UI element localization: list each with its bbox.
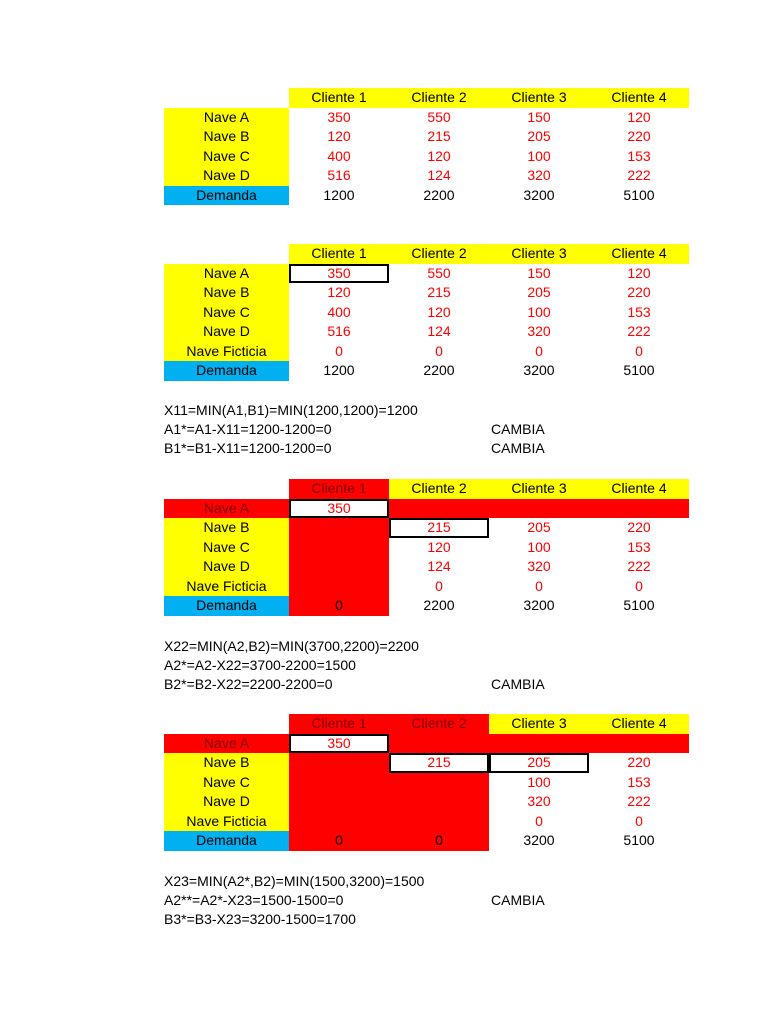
cost-cell: 120 (327, 128, 351, 144)
cost-cell: 0 (435, 342, 443, 359)
change-tag: CAMBIA (491, 440, 545, 456)
demand-label: Demanda (164, 186, 289, 206)
cost-cell: 0 (535, 342, 543, 359)
eliminated-row (164, 499, 689, 519)
row-label: Nave A (164, 499, 289, 519)
row-label: Nave A (164, 264, 289, 284)
demand-cell: 3200 (523, 186, 555, 203)
formula-line: B2*=B2-X22=2200-2200=0 (164, 676, 333, 692)
eliminated-cell (389, 499, 489, 519)
header-cliente-4: Cliente 4 (589, 244, 689, 264)
eliminated-row (164, 734, 689, 754)
table-row (164, 557, 689, 577)
header-cliente-1: Cliente 1 (289, 714, 389, 734)
cost-cell: 320 (527, 167, 551, 183)
header-cliente-2: Cliente 2 (389, 479, 489, 499)
row-label: Nave D (164, 557, 289, 577)
header-cliente-1: Cliente 1 (289, 88, 389, 108)
cost-cell: 220 (627, 284, 651, 300)
table-row (164, 577, 689, 597)
demand-cell: 5100 (623, 832, 655, 848)
header-cliente-4: Cliente 4 (589, 479, 689, 499)
table-row (164, 264, 689, 284)
row-label: Nave B (164, 283, 289, 303)
selected-cell: 350 (289, 264, 389, 284)
cost-cell: 222 (627, 323, 651, 339)
cost-cell: 220 (627, 128, 651, 144)
selected-cell: 350 (289, 499, 389, 519)
demand-cell: 3200 (523, 362, 555, 378)
cost-cell: 153 (627, 538, 651, 555)
cost-cell: 222 (627, 793, 651, 809)
demand-cell: 0 (289, 831, 389, 851)
formula-line: B3*=B3-X23=3200-1500=1700 (164, 911, 356, 927)
table-row (164, 538, 689, 558)
eliminated-cell (389, 812, 489, 832)
cost-cell: 120 (427, 147, 451, 164)
table-row (164, 166, 689, 186)
table-row (164, 108, 689, 128)
row-label: Nave Ficticia (164, 812, 289, 832)
eliminated-cell (389, 734, 489, 754)
header-cliente-2: Cliente 2 (389, 714, 489, 734)
row-label: Nave A (164, 108, 289, 128)
cost-cell: 153 (627, 147, 651, 164)
demand-cell: 2200 (423, 597, 455, 613)
demand-cell: 3200 (523, 832, 555, 848)
eliminated-cell (389, 773, 489, 793)
cost-cell: 120 (627, 264, 651, 281)
header-cliente-1: Cliente 1 (289, 479, 389, 499)
row-label: Nave D (164, 322, 289, 342)
table-row (164, 518, 689, 538)
cost-cell: 100 (527, 538, 551, 555)
header-cliente-3: Cliente 3 (489, 714, 589, 734)
demand-cell: 2200 (423, 186, 455, 203)
cost-cell: 153 (627, 303, 651, 320)
cost-cell: 320 (527, 793, 551, 809)
eliminated-cell (289, 557, 389, 577)
cost-cell: 0 (635, 342, 643, 359)
header-row (164, 244, 689, 264)
formula-line: X23=MIN(A2*,B2)=MIN(1500,3200)=1500 (164, 873, 425, 889)
cost-cell: 516 (327, 323, 351, 339)
formula-line: A1*=A1-X11=1200-1200=0 (164, 421, 332, 437)
demand-cell: 1200 (323, 362, 355, 378)
header-cliente-1: Cliente 1 (289, 244, 389, 264)
cost-cell: 124 (427, 167, 451, 183)
demand-cell: 5100 (623, 362, 655, 378)
eliminated-cell (489, 499, 589, 519)
cost-cell: 222 (627, 558, 651, 574)
header-cliente-3: Cliente 3 (489, 88, 589, 108)
table-row (164, 792, 689, 812)
header-row (164, 479, 689, 499)
table-row (164, 127, 689, 147)
formula-line: A2**=A2*-X23=1500-1500=0 (164, 892, 344, 908)
table-row (164, 342, 689, 362)
eliminated-cell (289, 518, 389, 538)
row-label: Nave D (164, 792, 289, 812)
eliminated-cell (489, 734, 589, 754)
formula-line: B1*=B1-X11=1200-1200=0 (164, 440, 332, 456)
cost-cell: 100 (527, 147, 551, 164)
demand-row (164, 361, 689, 381)
cost-cell: 120 (427, 538, 451, 555)
row-label: Nave B (164, 518, 289, 538)
eliminated-cell (389, 792, 489, 812)
corner-cell (164, 479, 289, 499)
table-row (164, 753, 689, 773)
cost-cell: 120 (627, 108, 651, 125)
cost-cell: 205 (527, 519, 551, 535)
cost-table-2 (164, 244, 689, 381)
table-row (164, 773, 689, 793)
row-label: Nave C (164, 147, 289, 167)
cost-cell: 124 (427, 323, 451, 339)
demand-row (164, 831, 689, 851)
table-row (164, 147, 689, 167)
cost-cell: 0 (635, 812, 643, 829)
cost-cell: 400 (327, 147, 351, 164)
header-row (164, 714, 689, 734)
row-label: Nave C (164, 303, 289, 323)
row-label: Nave C (164, 538, 289, 558)
demand-cell: 0 (289, 596, 389, 616)
demand-cell: 2200 (423, 362, 455, 378)
header-cliente-4: Cliente 4 (589, 714, 689, 734)
cost-cell: 0 (535, 577, 543, 594)
cost-table-1 (164, 88, 689, 205)
eliminated-cell (289, 753, 389, 773)
cost-cell: 205 (527, 128, 551, 144)
demand-label: Demanda (164, 831, 289, 851)
row-label: Nave B (164, 753, 289, 773)
eliminated-cell (289, 577, 389, 597)
demand-cell: 5100 (623, 186, 655, 203)
cost-cell: 0 (435, 577, 443, 594)
cost-cell: 220 (627, 519, 651, 535)
cost-cell: 100 (527, 303, 551, 320)
header-cliente-3: Cliente 3 (489, 244, 589, 264)
demand-row (164, 596, 689, 616)
cost-cell: 215 (427, 284, 451, 300)
header-cliente-2: Cliente 2 (389, 88, 489, 108)
demand-label: Demanda (164, 361, 289, 381)
selected-cell: 350 (289, 734, 389, 754)
cost-cell: 320 (527, 558, 551, 574)
header-cliente-2: Cliente 2 (389, 244, 489, 264)
demand-cell: 3200 (523, 597, 555, 613)
cost-cell: 400 (327, 303, 351, 320)
table-row (164, 283, 689, 303)
row-label: Nave Ficticia (164, 342, 289, 362)
cost-cell: 550 (427, 108, 451, 125)
cost-cell: 150 (527, 264, 551, 281)
cost-table-3 (164, 479, 689, 616)
cost-cell: 215 (427, 128, 451, 144)
demand-cell: 1200 (323, 186, 355, 203)
cost-cell: 350 (327, 108, 351, 125)
eliminated-cell (289, 538, 389, 558)
row-label: Nave D (164, 166, 289, 186)
row-label: Nave B (164, 127, 289, 147)
cost-cell: 120 (427, 303, 451, 320)
cost-cell: 205 (527, 284, 551, 300)
eliminated-cell (589, 734, 689, 754)
cost-cell: 120 (327, 284, 351, 300)
corner-cell (164, 714, 289, 734)
cost-cell: 0 (335, 342, 343, 359)
header-row (164, 88, 689, 108)
selected-cell: 215 (389, 753, 489, 773)
eliminated-cell (589, 499, 689, 519)
header-cliente-4: Cliente 4 (589, 88, 689, 108)
formula-line: X11=MIN(A1,B1)=MIN(1200,1200)=1200 (164, 402, 418, 418)
cost-cell: 124 (427, 558, 451, 574)
eliminated-cell (289, 792, 389, 812)
cost-cell: 550 (427, 264, 451, 281)
row-label: Nave C (164, 773, 289, 793)
change-tag: CAMBIA (491, 892, 545, 908)
corner-cell (164, 88, 289, 108)
demand-cell: 5100 (623, 597, 655, 613)
eliminated-cell (289, 773, 389, 793)
demand-row (164, 186, 689, 206)
row-label: Nave Ficticia (164, 577, 289, 597)
cost-cell: 153 (627, 773, 651, 790)
table-row (164, 812, 689, 832)
header-cliente-3: Cliente 3 (489, 479, 589, 499)
cost-cell: 320 (527, 323, 551, 339)
formula-line: X22=MIN(A2,B2)=MIN(3700,2200)=2200 (164, 638, 419, 654)
change-tag: CAMBIA (491, 676, 545, 692)
cost-cell: 150 (527, 108, 551, 125)
cost-cell: 516 (327, 167, 351, 183)
cost-cell: 0 (535, 812, 543, 829)
selected-cell: 205 (489, 753, 589, 773)
table-row (164, 322, 689, 342)
formula-line: A2*=A2-X22=3700-2200=1500 (164, 657, 356, 673)
cost-table-4 (164, 714, 689, 851)
cost-cell: 100 (527, 773, 551, 790)
cost-cell: 220 (627, 754, 651, 770)
row-label: Nave A (164, 734, 289, 754)
change-tag: CAMBIA (491, 421, 545, 437)
corner-cell (164, 244, 289, 264)
selected-cell: 215 (389, 518, 489, 538)
demand-label: Demanda (164, 596, 289, 616)
cost-cell: 0 (635, 577, 643, 594)
cost-cell: 222 (627, 167, 651, 183)
demand-cell: 0 (389, 831, 489, 851)
eliminated-cell (289, 812, 389, 832)
table-row (164, 303, 689, 323)
